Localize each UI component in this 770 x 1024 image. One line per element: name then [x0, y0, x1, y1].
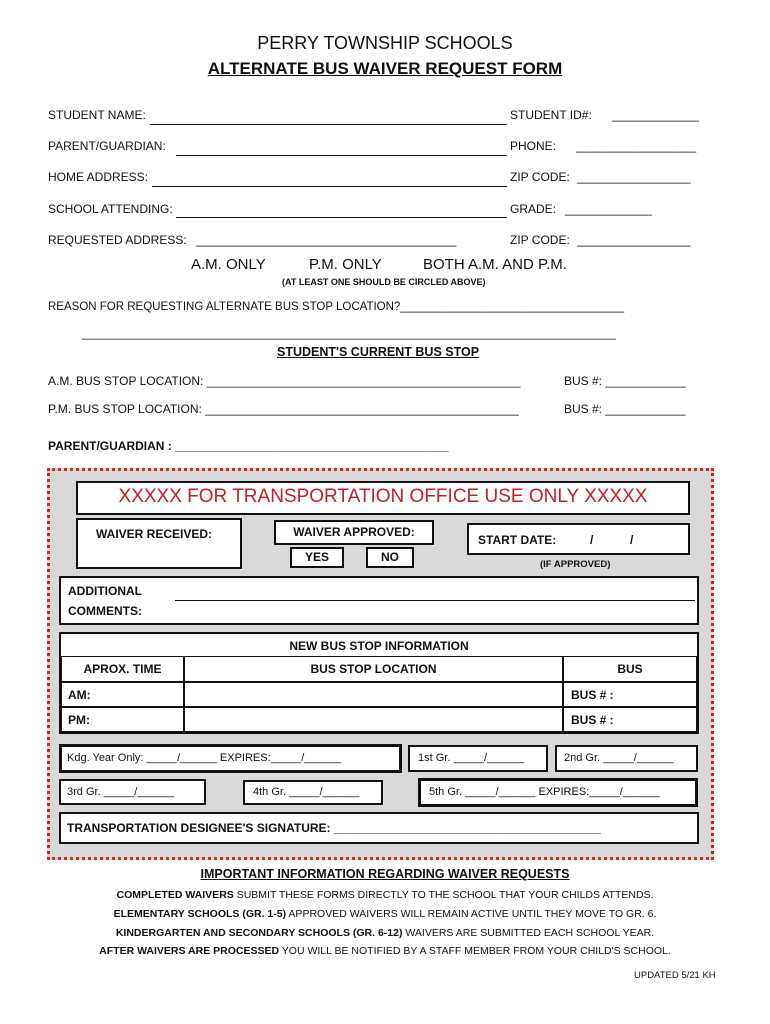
- am-location-cell[interactable]: [184, 682, 563, 707]
- office-banner-text: XXXXX FOR TRANSPORTATION OFFICE USE ONLY XXXXX: [118, 486, 648, 507]
- grade-5-field: 5th Gr. _____/______ EXPIRES:_____/______: [429, 786, 660, 798]
- info-line-4: [0, 945, 770, 957]
- school-label: SCHOOL ATTENDING:: [48, 202, 173, 216]
- updated-note: UPDATED 5/21 KH: [634, 970, 716, 981]
- home-address-field[interactable]: [152, 186, 507, 187]
- grade-1-field: 1st Gr. _____/______: [418, 752, 524, 764]
- waiver-approved-label: WAIVER APPROVED:: [293, 525, 415, 539]
- zip-code-label: ZIP CODE:: [510, 170, 570, 184]
- org-name: PERRY TOWNSHIP SCHOOLS: [257, 33, 513, 53]
- info-line-3-bold: KINDERGARTEN AND SECONDARY SCHOOLS (GR. 6-12): [115, 927, 403, 939]
- comments-line: [175, 600, 695, 601]
- requested-address-label: REQUESTED ADDRESS:: [48, 233, 187, 247]
- student-name-field[interactable]: [150, 124, 507, 125]
- col-time-label: APROX. TIME: [83, 662, 162, 676]
- if-approved-note: (IF APPROVED): [540, 559, 611, 570]
- current-stop-heading: STUDENT'S CURRENT BUS STOP: [277, 345, 480, 359]
- pm-stop-field[interactable]: P.M. BUS STOP LOCATION: _______________________________________________: [48, 402, 519, 416]
- am-bus-field[interactable]: BUS #: ____________: [564, 374, 686, 388]
- new-stop-title: NEW BUS STOP INFORMATION: [289, 639, 469, 653]
- info-line-2-bold: ELEMENTARY SCHOOLS (GR. 1-5): [113, 908, 287, 920]
- kdg-field: Kdg. Year Only: _____/______ EXPIRES:_____/______: [67, 752, 341, 764]
- school-field[interactable]: [176, 217, 507, 218]
- requested-address-field[interactable]: _______________________________________: [196, 233, 457, 247]
- start-date-label: START DATE:: [478, 533, 557, 547]
- grade-field[interactable]: _____________: [565, 202, 652, 216]
- info-line-1-bold: COMPLETED WAIVERS: [116, 889, 234, 901]
- student-name-label: STUDENT NAME:: [48, 108, 146, 122]
- info-line-1: [0, 889, 770, 901]
- am-row-label: AM:: [68, 688, 91, 702]
- am-stop-field[interactable]: A.M. BUS STOP LOCATION: _______________________________________________: [48, 374, 521, 388]
- form-title: ALTERNATE BUS WAIVER REQUEST FORM: [207, 59, 563, 78]
- parent-label: PARENT/GUARDIAN:: [48, 139, 166, 153]
- info-line-3: [0, 927, 770, 939]
- start-date-slash-1: /: [590, 533, 594, 547]
- yes-label: YES: [304, 550, 329, 564]
- comments-label-1: ADDITIONAL: [68, 584, 142, 598]
- col-location-label: BUS STOP LOCATION: [310, 662, 437, 676]
- student-id-label: STUDENT ID#:: [510, 108, 592, 122]
- student-id-field[interactable]: _____________: [612, 108, 699, 122]
- circle-note: (AT LEAST ONE SHOULD BE CIRCLED ABOVE): [282, 277, 486, 287]
- home-address-label: HOME ADDRESS:: [48, 170, 149, 184]
- start-date-slash-2: /: [630, 533, 634, 547]
- parent-signature-field[interactable]: PARENT/GUARDIAN : _________________________________________: [48, 439, 449, 453]
- pm-bus-field[interactable]: BUS #: ____________: [564, 402, 686, 416]
- zip-code-field[interactable]: _________________: [577, 170, 691, 184]
- info-heading: IMPORTANT INFORMATION REGARDING WAIVER REQUESTS: [200, 867, 570, 881]
- info-line-1-text: SUBMIT THESE FORMS DIRECTLY TO THE SCHOOL THAT YOUR CHILDS ATTENDS.: [233, 889, 654, 901]
- pm-only-option[interactable]: P.M. ONLY: [309, 256, 382, 273]
- grade-4-field: 4th Gr. _____/______: [253, 786, 360, 798]
- phone-field[interactable]: __________________: [576, 139, 697, 153]
- info-line-4-bold: AFTER WAIVERS ARE PROCESSED: [99, 945, 280, 957]
- am-only-option[interactable]: A.M. ONLY: [191, 256, 266, 273]
- zip-code-2-field[interactable]: _________________: [577, 233, 691, 247]
- info-line-3-text: WAIVERS ARE SUBMITTED EACH SCHOOL YEAR.: [402, 927, 655, 939]
- col-bus-label: BUS: [617, 662, 643, 676]
- grade-label: GRADE:: [510, 202, 557, 216]
- waiver-received-label: WAIVER RECEIVED:: [96, 527, 213, 541]
- info-line-2-text: APPROVED WAIVERS WILL REMAIN ACTIVE UNTIL THEY MOVE TO GR. 6.: [286, 908, 657, 920]
- reason-line-2[interactable]: ________________________________________________________________________________: [82, 326, 616, 340]
- pm-bus-label: BUS # :: [571, 713, 614, 727]
- zip-code-2-label: ZIP CODE:: [510, 233, 570, 247]
- no-label: NO: [381, 550, 399, 564]
- pm-location-cell[interactable]: [184, 707, 563, 732]
- waiver-received-box[interactable]: [76, 518, 242, 569]
- grade-2-field: 2nd Gr. _____/______: [564, 752, 674, 764]
- both-option[interactable]: BOTH A.M. AND P.M.: [423, 256, 567, 273]
- am-bus-label: BUS # :: [571, 688, 614, 702]
- parent-field[interactable]: [176, 155, 507, 156]
- reason-label[interactable]: REASON FOR REQUESTING ALTERNATE BUS STOP LOCATION?___________________________________: [48, 301, 625, 313]
- phone-label: PHONE:: [510, 139, 557, 153]
- info-line-4-text: YOU WILL BE NOTIFIED BY A STAFF MEMBER FROM YOUR CHILD'S SCHOOL.: [279, 945, 671, 957]
- designee-signature-field: TRANSPORTATION DESIGNEE'S SIGNATURE: ________________________________________: [67, 821, 601, 835]
- grade-3-field: 3rd Gr. _____/______: [67, 786, 175, 798]
- pm-row-label: PM:: [68, 713, 90, 727]
- info-line-2: [0, 908, 770, 920]
- comments-label-2: COMMENTS:: [68, 604, 142, 618]
